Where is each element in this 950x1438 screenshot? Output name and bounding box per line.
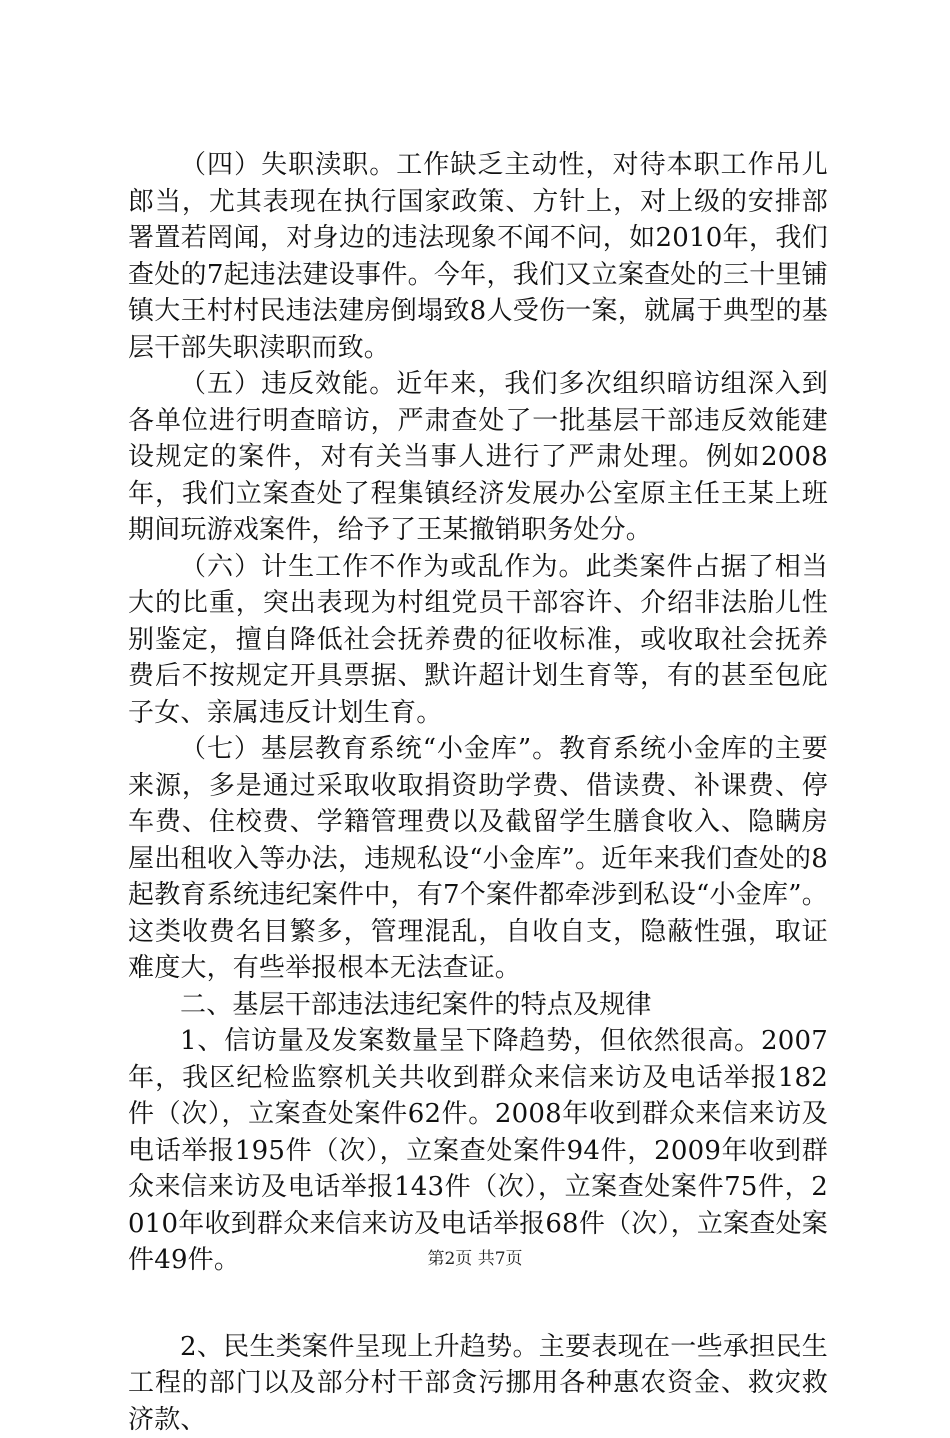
paragraph-family-planning: （六）计生工作不作为或乱作为。此类案件占据了相当大的比重，突出表现为村组党员干部容许、介绍非法胎儿性别鉴定，擅自降低社会抚养费的征收标准，或收取社会抚养费后不按规定开具票据、默许超计划生育等，有的甚至包庇子女、亲属违反计划生育。	[128, 549, 828, 732]
paragraph-petition-trend: 1、信访量及发案数量呈下降趋势，但依然很高。2007年，我区纪检监察机关共收到群众来信来访及电话举报182件（次），立案查处案件62件。2008年收到群众来信来访及电话举报195件（次），立案查处案件94件，2009年收到群众来信来访及电话举报143件（次），立案查处案件75件，2010年收到群众来信来访及电话举报68件（次），立案查处案件49件。	[128, 1023, 828, 1279]
page-number: 第2页 共7页	[0, 1244, 950, 1269]
paragraph-dereliction: （四）失职渎职。工作缺乏主动性，对待本职工作吊儿郎当，尤其表现在执行国家政策、方针上，对上级的安排部署置若罔闻，对身边的违法现象不闻不问，如2010年，我们查处的7起违法建设事件。今年，我们又立案查处的三十里铺镇大王村村民违法建房倒塌致8人受伤一案，就属于典型的基层干部失职渎职而致。	[128, 147, 828, 366]
section-heading: 二、基层干部违法违纪案件的特点及规律	[128, 987, 828, 1024]
paragraph-gap	[128, 1279, 828, 1329]
paragraph-livelihood-cases: 2、民生类案件呈现上升趋势。主要表现在一些承担民生工程的部门以及部分村干部贪污挪用各种惠农资金、救灾救济款、	[128, 1329, 828, 1438]
paragraph-slush-fund: （七）基层教育系统“小金库”。教育系统小金库的主要来源，多是通过采取收取捐资助学费、借读费、补课费、停车费、住校费、学籍管理费以及截留学生膳食收入、隐瞒房屋出租收入等办法，违规私设“小金库”。近年来我们查处的8起教育系统违纪案件中，有7个案件都牵涉到私设“小金库”。这类收费名目繁多，管理混乱，自收自支，隐蔽性强，取证难度大，有些举报根本无法查证。	[128, 731, 828, 987]
paragraph-efficiency: （五）违反效能。近年来，我们多次组织暗访组深入到各单位进行明查暗访，严肃查处了一批基层干部违反效能建设规定的案件，对有关当事人进行了严肃处理。例如2008年，我们立案查处了程集镇经济发展办公室原主任王某上班期间玩游戏案件，给予了王某撤销职务处分。	[128, 366, 828, 549]
